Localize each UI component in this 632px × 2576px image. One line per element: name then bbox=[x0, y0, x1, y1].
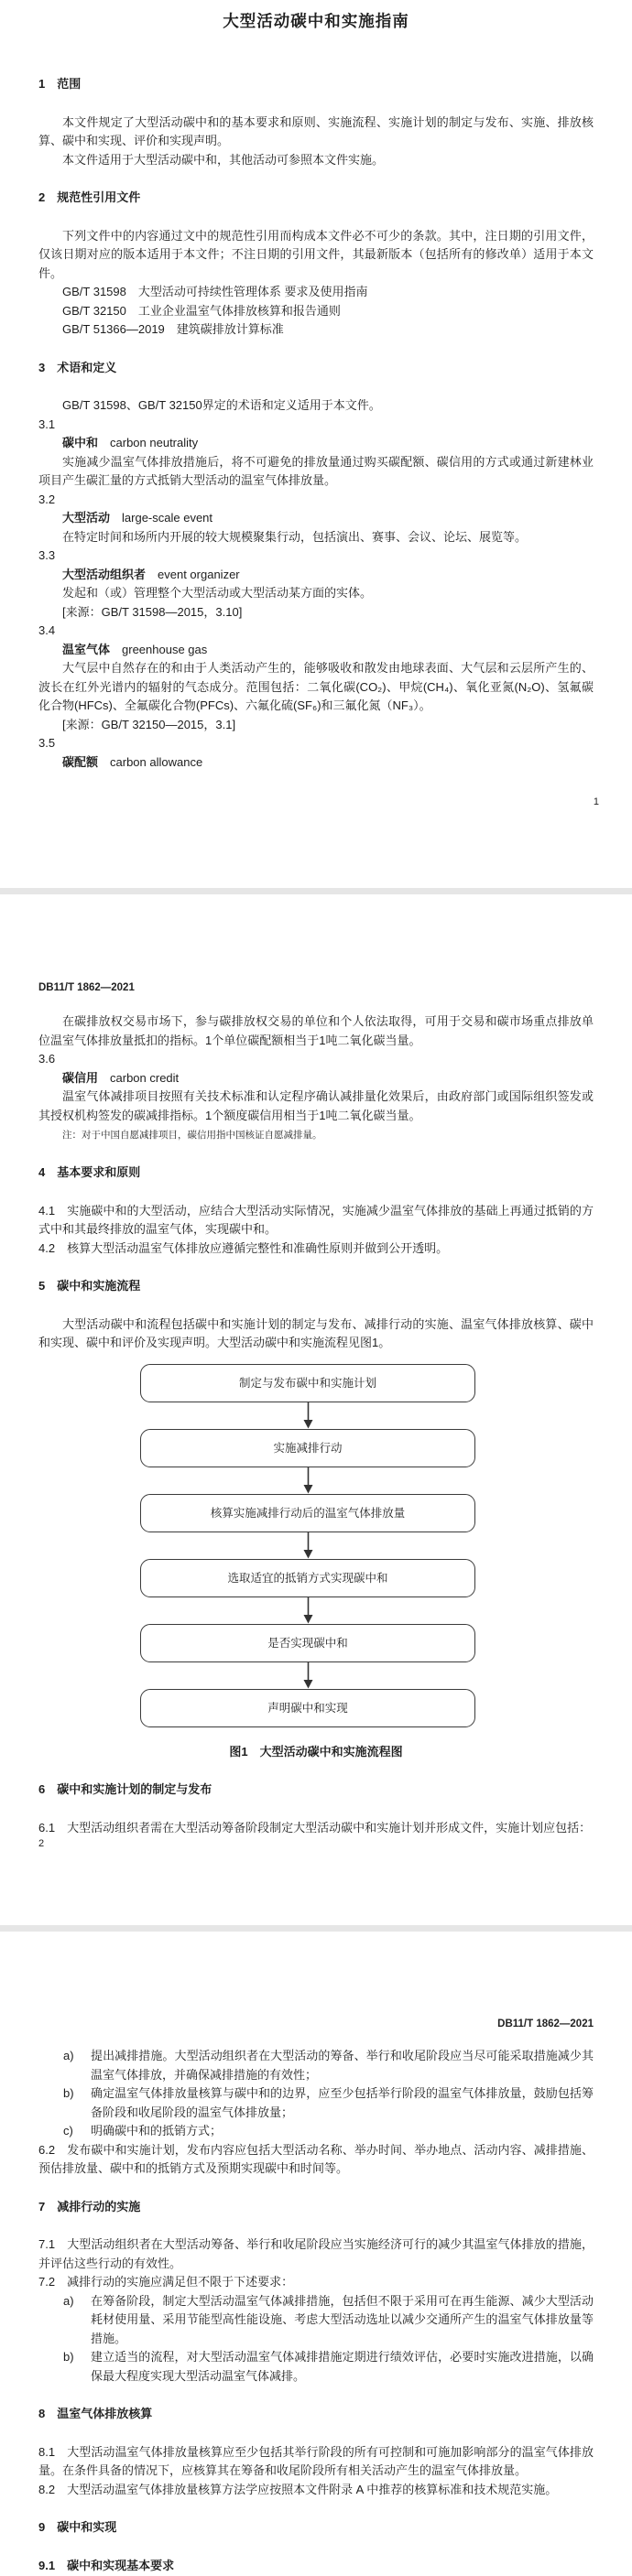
paragraph: 本文件规定了大型活动碳中和的基本要求和原则、实施流程、实施计划的制定与发布、实施、排放核算、碳中和实现、评价和实现声明。 bbox=[38, 114, 594, 147]
flowchart bbox=[140, 1364, 475, 1727]
clause-paragraph: 4.2 核算大型活动温室气体排放应遵循完整性和准确性原则并做到公开透明。 bbox=[38, 1240, 449, 1255]
page-2 bbox=[0, 894, 632, 1925]
clause-paragraph: 6.1 大型活动组织者需在大型活动筹备阶段制定大型活动碳中和实施计划并形成文件，实施计划应包括： bbox=[38, 1820, 592, 1835]
page-number: 2 bbox=[38, 1838, 45, 1849]
flowchart-step: 选取适宜的抵销方式实现碳中和 bbox=[140, 1559, 475, 1597]
arrow-down-icon bbox=[140, 1402, 475, 1429]
term-definition: 温室气体减排项目按照有关技术标准和认定程序确认减排量化效果后，由政府部门或国际组织签发或其授权机构签发的碳减排指标。1个额度碳信用相当于1吨二氧化碳当量。 bbox=[38, 1089, 594, 1122]
term-name bbox=[38, 753, 594, 773]
clause-paragraph: 7.2 减排行动的实施应满足但不限于下述要求： bbox=[38, 2275, 294, 2289]
term-name bbox=[38, 566, 594, 585]
paragraph: 大型活动碳中和流程包括碳中和实施计划的制定与发布、减排行动的实施、温室气体排放核算、碳中和实现、碳中和评价及实现声明。大型活动碳中和实施流程见图1。 bbox=[38, 1316, 594, 1349]
term-number: 3.3 bbox=[38, 548, 56, 562]
clause-paragraph: 7.1 大型活动组织者在大型活动筹备、举行和收尾阶段应当实施经济可行的减少其温室气体排放的措施，并评估这些行动的有效性。 bbox=[38, 2237, 594, 2270]
paragraph: 下列文件中的内容通过文中的规范性引用而构成本文件必不可少的条款。其中，注日期的引用文件，仅该日期对应的版本适用于本文件；不注日期的引用文件，其最新版本（包括所有的修改单）适用于本文件。 bbox=[38, 228, 594, 280]
term-en: large-scale event bbox=[122, 511, 213, 525]
term-name bbox=[38, 509, 594, 528]
figure-caption: 图1 大型活动碳中和实施流程图 bbox=[229, 1744, 403, 1759]
term-zh: 大型活动 bbox=[62, 511, 111, 525]
list-item-text: 建立适当的流程，对大型活动温室气体减排措施定期进行绩效评估，必要时实施改进措施，以确保最大程度实现大型活动温室气体减排。 bbox=[91, 2350, 594, 2383]
section-heading-realization: 9 碳中和实现 bbox=[38, 2520, 117, 2534]
term-name bbox=[38, 434, 594, 453]
section-heading-process: 5 碳中和实施流程 bbox=[38, 1279, 141, 1293]
list-item-marker: a) bbox=[63, 2293, 74, 2308]
page-3 bbox=[0, 1932, 632, 2576]
section-heading-requirements: 4 基本要求和原则 bbox=[38, 1165, 141, 1179]
section-heading-scope: 1 范围 bbox=[38, 77, 82, 91]
term-source: [来源：GB/T 31598—2015，3.10] bbox=[62, 604, 243, 619]
term-en: carbon credit bbox=[110, 1070, 180, 1085]
list-item-marker: c) bbox=[63, 2124, 73, 2138]
page-header-doc-code: DB11/T 1862—2021 bbox=[38, 982, 135, 993]
term-definition: 在碳排放权交易市场下，参与碳排放权交易的单位和个人依法取得，可用于交易和碳市场重点排放单位温室气体排放量抵扣的指标。1个单位碳配额相当于1吨二氧化碳当量。 bbox=[38, 1014, 594, 1047]
subsection-heading-realization-requirements: 9.1 碳中和实现基本要求 bbox=[38, 2558, 175, 2572]
flowchart-step: 声明碳中和实现 bbox=[140, 1689, 475, 1727]
normative-ref: GB/T 32150 工业企业温室气体排放核算和报告通则 bbox=[62, 303, 341, 318]
term-zh: 温室气体 bbox=[62, 642, 111, 656]
paragraph: 本文件适用于大型活动碳中和，其他活动可参照本文件实施。 bbox=[62, 152, 385, 167]
page-number: 1 bbox=[593, 796, 599, 807]
flowchart-step: 核算实施减排行动后的温室气体排放量 bbox=[140, 1494, 475, 1532]
list-item-marker: b) bbox=[63, 2086, 74, 2100]
clause-paragraph: 6.2 发布碳中和实施计划，发布内容应包括大型活动名称、举办时间、举办地点、活动内容、减排措施、预估排放量、碳中和的抵销方式及预期实现碳中和时间等。 bbox=[38, 2142, 594, 2175]
term-en: carbon neutrality bbox=[110, 436, 199, 449]
section-heading-reduction: 7 减排行动的实施 bbox=[38, 2199, 141, 2213]
term-en: event organizer bbox=[158, 567, 240, 581]
normative-ref: GB/T 51366—2019 建筑碳排放计算标准 bbox=[62, 322, 284, 336]
list-item bbox=[38, 2047, 594, 2084]
list-item-marker: b) bbox=[63, 2350, 74, 2364]
term-definition: 在特定时间和场所内开展的较大规模聚集行动，包括演出、赛事、会议、论坛、展览等。 bbox=[62, 529, 528, 544]
term-definition: 大气层中自然存在的和由于人类活动产生的，能够吸收和散发由地球表面、大气层和云层所产生的、波长在红外光谱内的辐射的气态成分。范围包括：二氧化碳(CO₂)、甲烷(CH₄)、氧化亚氮(N₂O)、氢氟碳化合物(HFCs)、全氟碳化合物(PFCs)、六氟化硫(SF₆)和三氟化氮（NF₃）。 bbox=[38, 661, 594, 712]
list-item-text: 提出减排措施。大型活动组织者在大型活动的筹备、举行和收尾阶段应当尽可能采取措施减少其温室气体排放，并确保减排措施的有效性； bbox=[91, 2049, 594, 2082]
term-note: 注：对于中国自愿减排项目，碳信用指中国核证自愿减排量。 bbox=[62, 1130, 322, 1141]
term-name bbox=[38, 1069, 594, 1088]
page-separator bbox=[0, 888, 632, 894]
section-heading-normative-refs: 2 规范性引用文件 bbox=[38, 190, 141, 204]
arrow-down-icon bbox=[140, 1662, 475, 1689]
term-zh: 碳配额 bbox=[62, 754, 99, 769]
term-number: 3.5 bbox=[38, 736, 56, 750]
arrow-down-icon bbox=[140, 1467, 475, 1494]
arrow-down-icon bbox=[140, 1532, 475, 1559]
term-name bbox=[38, 641, 594, 660]
list-item-text: 明确碳中和的抵销方式； bbox=[91, 2124, 223, 2138]
page-separator bbox=[0, 1925, 632, 1932]
term-number: 3.4 bbox=[38, 623, 56, 637]
page-header-doc-code: DB11/T 1862—2021 bbox=[497, 2019, 594, 2029]
term-number: 3.1 bbox=[38, 417, 56, 431]
term-en: carbon allowance bbox=[110, 754, 203, 769]
clause-paragraph: 4.1 实施碳中和的大型活动，应结合大型活动实际情况，实施减少温室气体排放的基础上再通过抵销的方式中和其最终排放的温室气体，实现碳中和。 bbox=[38, 1203, 594, 1236]
document-title: 大型活动碳中和实施指南 bbox=[223, 12, 409, 30]
flowchart-step: 是否实现碳中和 bbox=[140, 1624, 475, 1662]
term-zh: 碳信用 bbox=[62, 1070, 99, 1085]
list-item-text: 确定温室气体排放量核算与碳中和的边界，应至少包括举行阶段的温室气体排放量，鼓励包括筹备阶段和收尾阶段的温室气体排放量； bbox=[91, 2086, 594, 2119]
term-source: [来源：GB/T 32150—2015，3.1] bbox=[62, 717, 236, 731]
term-zh: 大型活动组织者 bbox=[62, 567, 147, 581]
section-heading-plan: 6 碳中和实施计划的制定与发布 bbox=[38, 1782, 212, 1796]
clause-paragraph: 8.1 大型活动温室气体排放量核算应至少包括其举行阶段的所有可控制和可施加影响部分的温室气体排放量。在条件具备的情况下，应核算其在筹备和收尾阶段所有相关活动产生的温室气体排放量。 bbox=[38, 2444, 594, 2477]
term-number: 3.2 bbox=[38, 492, 56, 506]
list-item bbox=[38, 2292, 594, 2349]
flowchart-step: 制定与发布碳中和实施计划 bbox=[140, 1364, 475, 1402]
flowchart-step: 实施减排行动 bbox=[140, 1429, 475, 1467]
term-en: greenhouse gas bbox=[122, 642, 208, 656]
normative-ref: GB/T 31598 大型活动可持续性管理体系 要求及使用指南 bbox=[62, 285, 368, 298]
section-heading-terms: 3 术语和定义 bbox=[38, 360, 117, 374]
page-1 bbox=[0, 0, 632, 888]
term-number: 3.6 bbox=[38, 1052, 56, 1066]
section-heading-accounting: 8 温室气体排放核算 bbox=[38, 2407, 153, 2420]
arrow-down-icon bbox=[140, 1597, 475, 1624]
list-item bbox=[38, 2122, 594, 2141]
term-zh: 碳中和 bbox=[62, 436, 99, 449]
list-item bbox=[38, 2348, 594, 2386]
term-definition: 实施减少温室气体排放措施后，将不可避免的排放量通过购买碳配额、碳信用的方式或通过新建林业项目产生碳汇量的方式抵销大型活动的温室气体排放量。 bbox=[38, 454, 594, 487]
term-definition: 发起和（或）管理整个大型活动或大型活动某方面的实体。 bbox=[62, 586, 373, 600]
clause-paragraph: 8.2 大型活动温室气体排放量核算方法学应按照本文件附录 A 中推荐的核算标准和技术规范实施。 bbox=[38, 2482, 558, 2496]
paragraph: GB/T 31598、GB/T 32150界定的术语和定义适用于本文件。 bbox=[62, 398, 381, 412]
list-item bbox=[38, 2084, 594, 2122]
list-item-marker: a) bbox=[63, 2049, 74, 2062]
list-item-text: 在筹备阶段，制定大型活动温室气体减排措施，包括但不限于采用可在再生能源、减少大型活动耗材使用量、采用节能型高性能设施、考虑大型活动选址以减少交通所产生的温室气体排放量等措施。 bbox=[91, 2293, 594, 2345]
